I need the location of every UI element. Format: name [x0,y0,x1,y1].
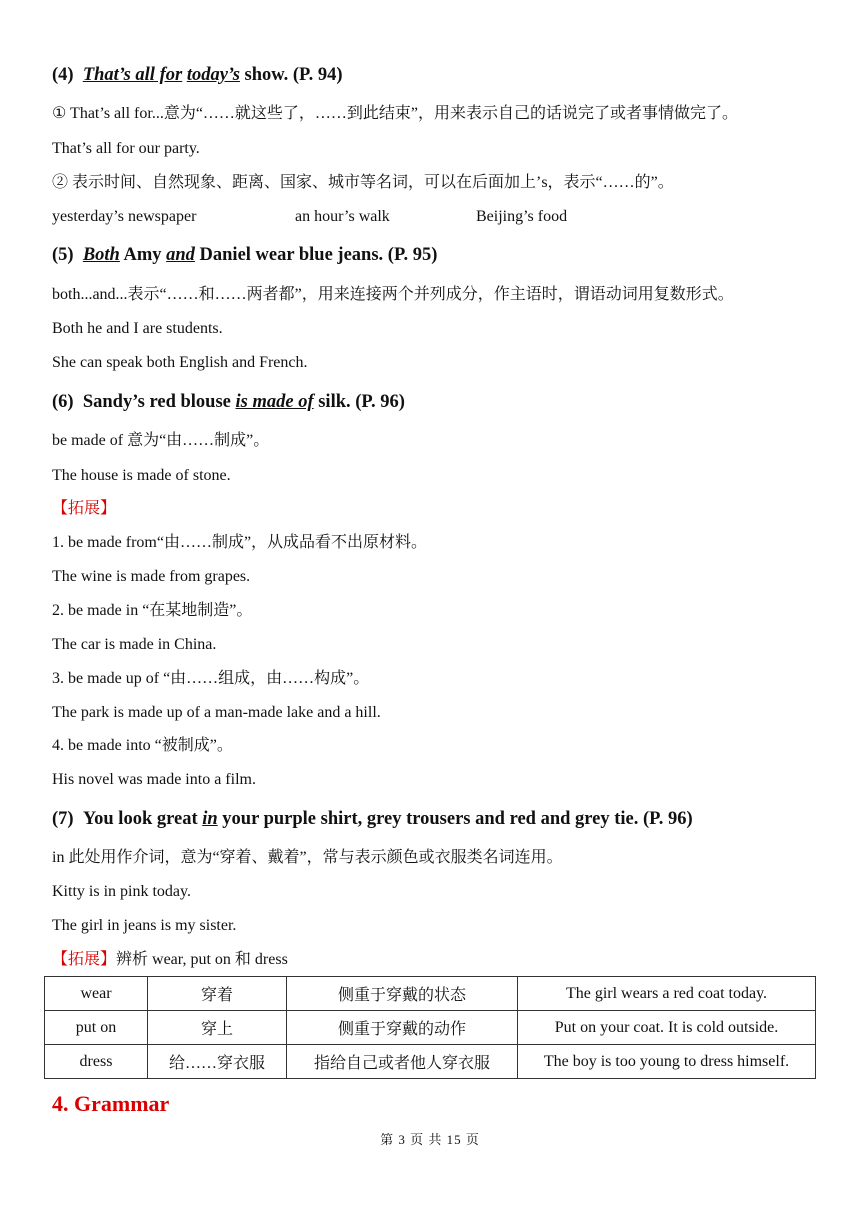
paragraph: 2. be made in “在某地制造”。 [52,602,253,619]
heading-5: (5) Both Amy and Daniel wear blue jeans. (P. 95) [52,245,438,265]
table-row [45,1045,816,1079]
comparison-table [44,976,816,1079]
table-cell: 侧重于穿戴的动作 [287,1011,518,1045]
example-sentence: The wine is made from grapes. [52,568,251,585]
example-sentence: The house is made of stone. [52,467,231,484]
table-cell: 穿上 [148,1011,287,1045]
table-cell: 指给自己或者他人穿衣服 [287,1045,518,1079]
example-sentence: The park is made up of a man-made lake and a hill. [52,704,381,721]
extension-tag: 【拓展】 [52,951,117,968]
table-cell: put on [45,1011,148,1045]
example-1: yesterday’s newspaper [52,208,197,225]
paragraph: be made of 意为“由……制成”。 [52,432,270,449]
paragraph: both...and...表示“……和……两者都”，用来连接两个并列成分，作主语时，谓语动词用复数形式。 [52,286,734,303]
section-heading-grammar: 4. Grammar [52,1091,170,1116]
heading-7: (7) You look great in your purple shirt, grey trousers and red and grey tie. (P. 96) [52,809,693,829]
table-cell: dress [45,1045,148,1079]
example-row [52,207,568,227]
paragraph: in 此处用作介词，意为“穿着、戴着”，常与表示颜色或衣服类名词连用。 [52,849,563,866]
example-sentence: The car is made in China. [52,636,217,653]
example-sentence: Both he and I are students. [52,320,223,337]
table-cell: The girl wears a red coat today. [518,977,816,1011]
paragraph: 1. be made from“由……制成”，从成品看不出原材料。 [52,534,428,551]
extension-line [52,950,288,970]
table-cell: 穿着 [148,977,287,1011]
example-sentence: His novel was made into a film. [52,771,256,788]
example-sentence: The girl in jeans is my sister. [52,917,237,934]
table-cell: wear [45,977,148,1011]
paragraph: ① That’s all for...意为“……就这些了，……到此结束”，用来表示自己的话说完了或者事情做完了。 [52,105,739,122]
table-cell: The boy is too young to dress himself. [518,1045,816,1079]
example-3: Beijing’s food [476,208,568,225]
page-footer: 第 3 页 共 15 页 [380,1132,480,1147]
heading-4: (4) That’s all for today’s show. (P. 94) [52,65,343,85]
paragraph: ② 表示时间、自然现象、距离、国家、城市等名词，可以在后面加上’s，表示“……的”。 [52,174,674,191]
extension-text: 辨析 wear, put on 和 dress [116,951,288,968]
example-sentence: Kitty is in pink today. [52,883,191,900]
table-cell: 给……穿衣服 [148,1045,287,1079]
table-row [45,977,816,1011]
example-2: an hour’s walk [295,208,390,225]
table-cell: Put on your coat. It is cold outside. [518,1011,816,1045]
example-sentence: She can speak both English and French. [52,354,308,371]
heading-6: (6) Sandy’s red blouse is made of silk. (P. 96) [52,392,405,412]
table-cell: 侧重于穿戴的状态 [287,977,518,1011]
table-row [45,1011,816,1045]
paragraph: 4. be made into “被制成”。 [52,737,233,754]
extension-tag: 【拓展】 [52,500,117,517]
paragraph: 3. be made up of “由……组成，由……构成”。 [52,670,370,687]
example-sentence: That’s all for our party. [52,140,200,157]
